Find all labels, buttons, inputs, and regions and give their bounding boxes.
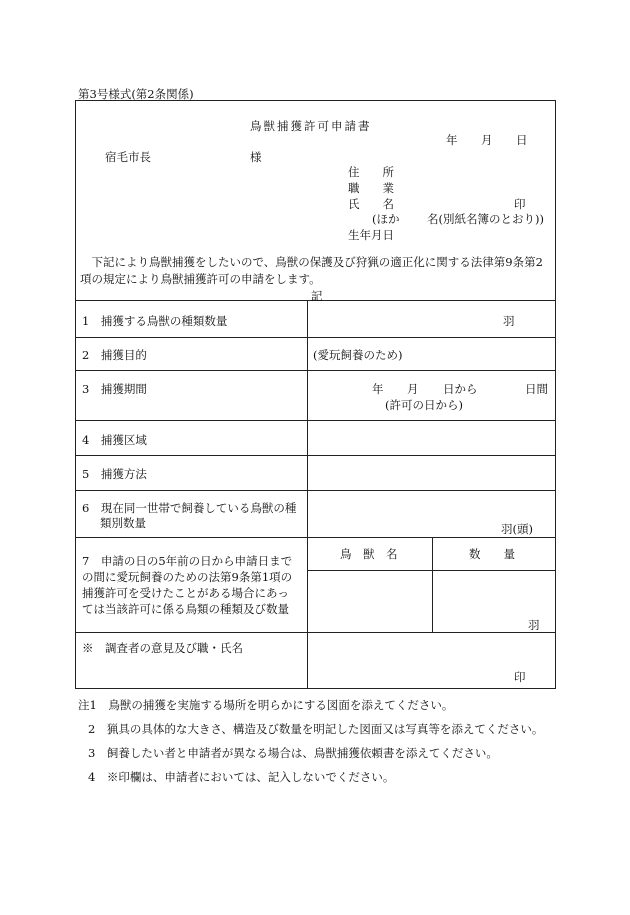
row7-label-line4: ては当該許可に係る鳥類の種類及び数量: [82, 602, 289, 616]
row-divider: [75, 632, 556, 633]
subcolumn-divider: [432, 537, 433, 632]
quantity-column-header: 数 量: [469, 547, 515, 561]
column-divider: [307, 300, 308, 689]
row1-unit: 羽: [503, 314, 515, 328]
row-divider: [75, 370, 556, 371]
row8-seal-mark: 印: [514, 670, 526, 684]
row3-year: 年: [372, 382, 384, 396]
ki-heading: 記: [311, 289, 323, 303]
note-2: 2 猟具の具体的な大きさ、構造及び数量を明記した図面又は写真等を添えてください。: [88, 722, 544, 736]
note-4: 4 ※印欄は、申請者においては、記入しないでください。: [88, 770, 395, 784]
row-divider: [75, 337, 556, 338]
row7-label-line3: 捕獲許可を受けたことがある場合にあっ: [82, 586, 289, 600]
application-statement: 下記により鳥獣捕獲をしたいので、鳥獣の保護及び狩猟の適正化に関する法律第9条第2項の規定により鳥獣捕獲許可の申請をします。: [80, 255, 543, 286]
form-title: 鳥獣捕獲許可申請書: [250, 119, 372, 133]
addressee: 宿毛市長: [105, 150, 151, 164]
row6-unit: 羽(頭): [501, 522, 533, 536]
row-divider: [75, 490, 556, 491]
species-column-header: 鳥 獣 名: [340, 547, 398, 561]
row1-label: 1 捕獲する鳥獣の種類数量: [82, 314, 228, 328]
date-year: 年: [446, 133, 458, 147]
row5-label: 5 捕獲方法: [82, 467, 147, 481]
date-month: 月: [481, 133, 493, 147]
row2-value: (愛玩飼養のため): [313, 348, 403, 362]
row3-note: (許可の日から): [385, 398, 463, 412]
row8-label: ※ 調査者の意見及び職・氏名: [82, 641, 243, 655]
applicant-occupation-label: 職 業: [348, 181, 394, 195]
honorific: 様: [250, 150, 262, 164]
row7-label-line1: 7 申請の日の5年前の日から申請日まで: [82, 554, 293, 568]
row4-label: 4 捕獲区域: [82, 433, 147, 447]
date-day: 日: [516, 133, 528, 147]
row-divider: [75, 455, 556, 456]
row2-label: 2 捕獲目的: [82, 348, 147, 362]
others-prefix: (ほか: [372, 212, 400, 226]
row6-label-line2: 類別数量: [100, 516, 146, 530]
applicant-seal-mark: 印: [514, 197, 526, 211]
note-3: 3 飼養したい者と申請者が異なる場合は、鳥獣捕獲依頼書を添えてください。: [88, 746, 498, 760]
row3-days: 日間: [525, 382, 548, 396]
row6-label-line1: 6 現在同一世帯で飼養している鳥獣の種: [82, 501, 297, 515]
row7-label-line2: の間に愛玩飼養のための法第9条第1項の: [82, 570, 293, 584]
row-divider: [75, 537, 556, 538]
applicant-birthdate-label: 生年月日: [348, 228, 394, 242]
row3-month: 月: [407, 382, 419, 396]
row7-unit: 羽: [528, 618, 540, 632]
row3-from: 日から: [443, 382, 478, 396]
note-1: 注1 鳥獣の捕獲を実施する場所を明らかにする図面を添えてください。: [78, 698, 454, 712]
form-number-label: 第3号様式(第2条関係): [78, 87, 194, 101]
others-suffix: 名(別紙名簿のとおり)): [427, 212, 544, 226]
applicant-address-label: 住 所: [348, 165, 394, 179]
row3-label: 3 捕獲期間: [82, 382, 147, 396]
row-divider: [75, 420, 556, 421]
applicant-name-label: 氏 名: [348, 197, 394, 211]
